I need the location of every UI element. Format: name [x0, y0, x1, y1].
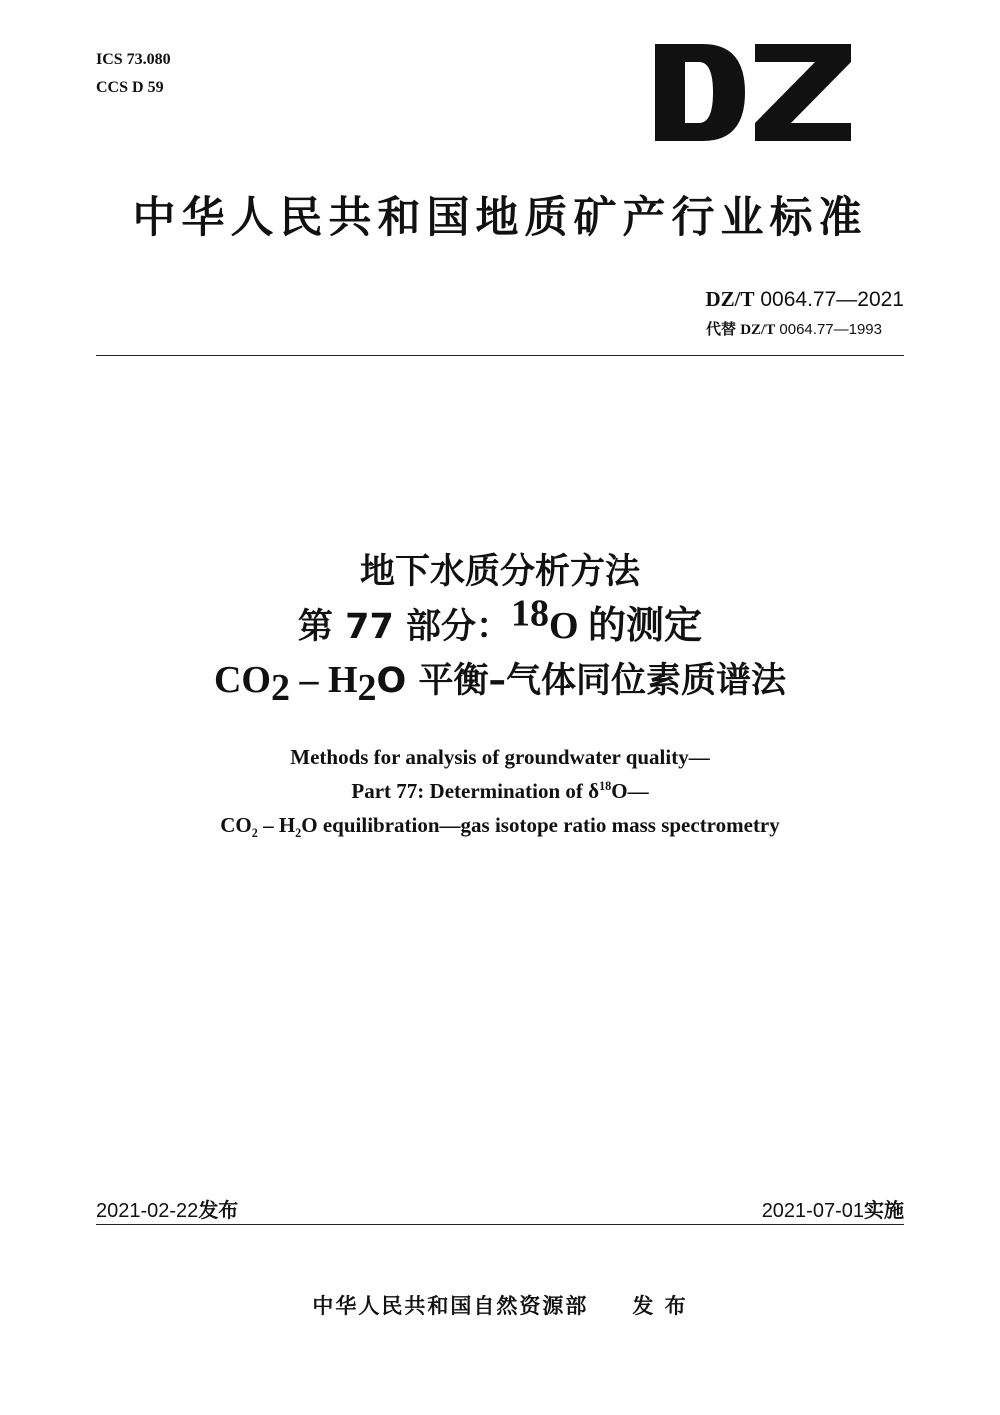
- cn-title-line2: 第 77 部分：$^{18}$O 的测定: [297, 592, 703, 647]
- replaces-prefix: DZ/T: [740, 322, 776, 338]
- standard-number: [706, 285, 905, 314]
- industry-standard-heading: 中华人民共和国地质矿产行业标准: [132, 193, 868, 243]
- standard-number-value: 0064.77—2021: [760, 288, 904, 311]
- cn-title-line1: 地下水质分析方法: [359, 552, 640, 592]
- en-title-line2: Part 77: Determination of $\delta^{18}O—$: [351, 779, 649, 803]
- ics-code: ICS 73.080: [96, 51, 171, 68]
- issue-date: 2021-02-22发布: [96, 1198, 239, 1222]
- dz-logo: [655, 44, 851, 141]
- publisher-label: 发 布: [632, 1294, 688, 1318]
- replaces-label: 代替: [706, 321, 737, 338]
- replaces-standard: [706, 318, 882, 339]
- implement-date: 2021-07-01实施: [761, 1198, 904, 1222]
- header-divider: [96, 355, 904, 356]
- publisher-name: 中华人民共和国自然资源部: [312, 1294, 589, 1318]
- cn-title-line3: $CO_2 - H_2O$ 平衡–气体同位素质谱法: [213, 659, 786, 709]
- replaces-number: 0064.77—1993: [779, 321, 882, 338]
- en-title-line3: $CO_2 - H_2O$ equilibration—gas isotope ratio mass spectrometry: [220, 813, 780, 841]
- ccs-code: CCS D 59: [96, 79, 164, 96]
- footer-divider: [96, 1224, 904, 1225]
- en-title-line1: Methods for analysis of groundwater quality—: [290, 745, 710, 769]
- classification-codes: [96, 46, 171, 102]
- publisher: [96, 1290, 904, 1320]
- standard-prefix: DZ/T: [705, 287, 755, 311]
